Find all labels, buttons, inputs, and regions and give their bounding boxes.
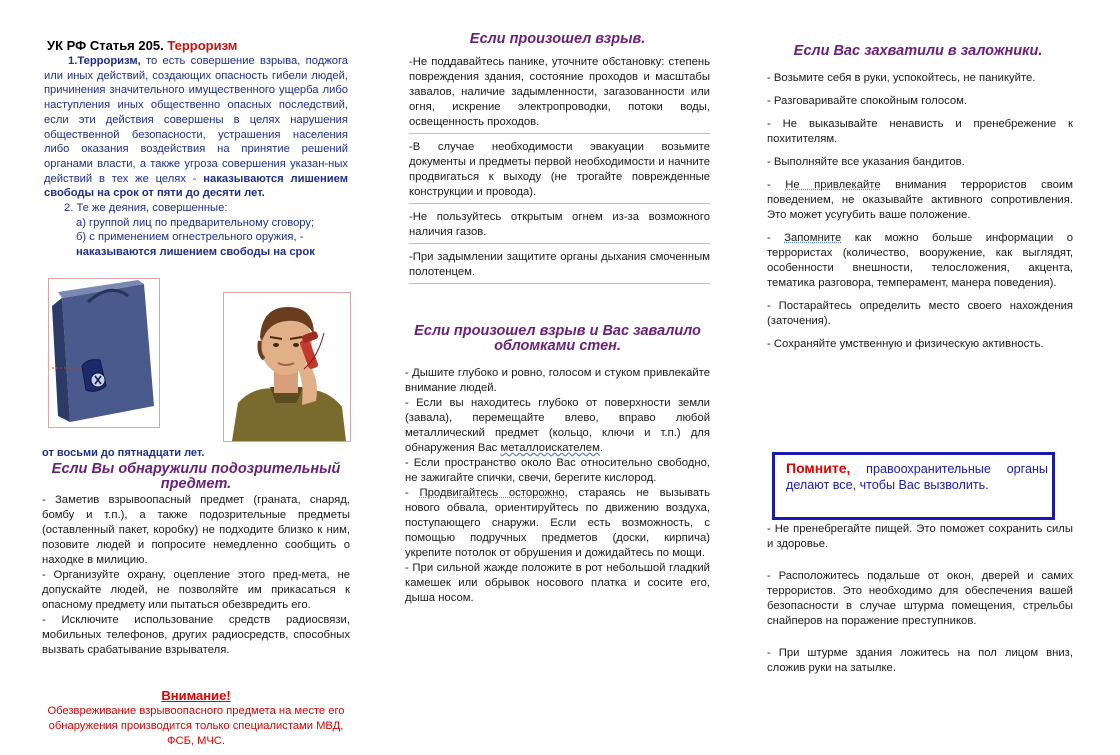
hostage-list-2 (767, 522, 1073, 693)
explosion-item-1: -Не поддавайтесь панике, уточните обстановку: степень повреждения здания, состояние проходов и масштабы завалов, наличие задымленности, загазованности или огня, искрение электропроводки, потоки воды, освещенность проходов. (409, 55, 710, 134)
hostage-item-10: - Расположитесь подальше от окон, дверей и самих террористов. Это необходимо для обеспечения вашей безопасности в случае штурма помещения, стрельбы снайперов на поражение преступников. (767, 570, 1073, 627)
hostage-item-7: - Постарайтесь определить место своего нахождения (заточения). (767, 300, 1073, 327)
law-paragraph-2: 2. Те же деяния, совершенные: (64, 202, 228, 215)
law-paragraph-2b: б) с применением огнестрельного оружия, - (76, 231, 304, 244)
hostage-list (767, 71, 1073, 360)
hostage-item-1: - Возьмите себя в руки, успокойтесь, не паникуйте. (767, 72, 1036, 84)
hostage-item-6-lead: Запомните (784, 232, 842, 244)
hostage-item-6-text: как можно больше информации о террористах (количество, вооружение, как выглядят, особенности внешности, телосложения, акцента, тематика разговора, темперамент, манера поведения). (767, 232, 1073, 289)
hostage-item-6-dash: - (767, 232, 785, 244)
collapse-item-2 (405, 396, 710, 456)
found-item-3: - Исключите использование средств радиосвязи, мобильных телефонов, других радиосредств, способных вызвать срабатывание взрывателя. (42, 614, 350, 656)
law-penalty-tail: от восьми до пятнадцати лет. (42, 447, 205, 459)
hostage-item-11: - При штурме здания ложитесь на пол лицом вниз, сложив руки на затылке. (767, 647, 1073, 674)
law-paragraph-1 (44, 54, 348, 201)
collapse-list (405, 366, 710, 606)
hostage-item-8: - Сохраняйте умственную и физическую активность. (767, 338, 1044, 350)
hostage-item-4: - Выполняйте все указания бандитов. (767, 156, 965, 168)
collapse-item-4-dash: - (405, 487, 420, 499)
remember-box (772, 452, 1055, 520)
collapse-item-2-metal-detector: металлоискателем (500, 442, 600, 454)
man-on-phone-svg (224, 293, 350, 441)
bomb-bag-image (48, 278, 160, 428)
hostage-item-5 (767, 178, 1073, 223)
explosion-section-title: Если произошел взрыв. (469, 31, 646, 47)
law-paragraph-2a: а) группой лиц по предварительному сговору; (76, 216, 315, 229)
collapse-item-4-text: стараясь не вызывать нового обвала, ориентируйтесь по движению воздуха, поступающего снаружи. Если есть возможность, с помощью подручных предметов (доски, кирпича) укрепите потолок от обрушения и дожидайтесь по мощи. (405, 487, 710, 559)
law-p1-lead: 1.Терроризм, (68, 55, 141, 67)
law-title-red: Терроризм (167, 38, 238, 53)
hostage-section-title: Если Вас захватили в заложники. (793, 43, 1043, 59)
collapse-item-4 (405, 486, 710, 561)
found-item-1: - Заметив взрывоопасный предмет (граната, снаряд, бомбу и т.п.), а также подозрительные предметы (оставленный пакет, коробку) не подходите близко к ним, позовите людей и попросите немедленно сообщить о находке в милицию. (42, 494, 350, 566)
hostage-item-6 (767, 231, 1073, 291)
attention-body: Обезвреживание взрывоопасного предмета на месте его обнаружения производится только специалистами МВД, ФСБ, МЧС. (47, 705, 345, 747)
explosion-item-4: -При задымлении защитите органы дыхания смоченным полотенцем. (409, 250, 710, 284)
hostage-item-9: - Не пренебрегайте пищей. Это поможет сохранить силы и здоровье. (767, 523, 1073, 550)
collapse-item-1: - Дышите глубоко и ровно, голосом и стуком привлекайте внимание людей. (405, 367, 710, 394)
explosion-list (409, 55, 710, 290)
law-body (44, 54, 348, 260)
bomb-bag-svg (48, 278, 160, 428)
collapse-item-2-end: . (599, 442, 603, 454)
found-section-title: Если Вы обнаружили подозрительный предмет. (51, 461, 341, 492)
found-item-2: - Организуйте охрану, оцепление этого пред-мета, не допускайте людей, не позволяйте им прикасаться к опасному предмету или пытаться обезвредить его. (42, 569, 350, 611)
law-p1-text: то есть совершение взрыва, поджога или иных действий, создающих опасность гибели людей, причинения значительного имущественного ущерба либо наступления иных общественно опасных последствий, если эти действия совершены в целях нарушения общественной безопасности, устрашения населения либо оказания воздействия на принятие решений органами власти, а также угроза совершения указан-ных действий в тех же целях - (44, 55, 348, 185)
hostage-item-3: - Не выказывайте ненависть и пренебрежение к похитителям. (767, 118, 1073, 145)
law-title-prefix: УК РФ Статья 205. (47, 38, 164, 53)
found-section-body (42, 493, 350, 658)
collapse-section-title: Если произошел взрыв и Вас завалило обломками стен. (414, 323, 701, 354)
explosion-item-2: -В случае необходимости эвакуации возьмите документы и предметы первой необходимости и начните продвигаться к выходу (не трогайте поврежденные конструкции и провода). (409, 140, 710, 204)
law-p1-penalty: наказываются лишением свободы на срок от пяти до десяти лет. (44, 172, 348, 200)
attention-title: Внимание! (161, 688, 231, 703)
remember-text: правоохранительные органы делают все, чтобы Вас вызволить. (786, 462, 1048, 492)
collapse-item-4-lead: Продвигайтесь осторожно, (419, 487, 568, 499)
law-paragraph-2-penalty: наказываются лишением свободы на срок (76, 246, 315, 259)
hostage-item-2: - Разговаривайте спокойным голосом. (767, 95, 968, 107)
collapse-item-5: - При сильной жажде положите в рот небольшой гладкий камешек или обрывок носового платка и сосите его, дыша носом. (405, 562, 710, 604)
remember-lead: Помните, (786, 460, 851, 476)
man-on-phone-image (223, 292, 351, 442)
hostage-item-5-lead: Не привлекайте (785, 179, 881, 191)
explosion-item-3: -Не пользуйтесь открытым огнем из-за возможного наличия газов. (409, 210, 710, 244)
law-title (47, 38, 237, 53)
collapse-item-3: - Если пространство около Вас относительно свободно, не зажигайте спички, свечи, берегите кислород. (405, 457, 710, 484)
hostage-item-5-text: внимания террористов своим поведением, не оказывайте активного сопротивления. Это может усугубить ваше положение. (767, 179, 1073, 221)
hostage-item-5-dash: - (767, 179, 786, 191)
collapse-item-2-text: - Если вы находитесь глубоко от поверхности земли (завала), перемещайте влево, вправо любой металлический предмет (кольцо, ключи и т.п.) для обнаружения Вас (405, 397, 710, 454)
